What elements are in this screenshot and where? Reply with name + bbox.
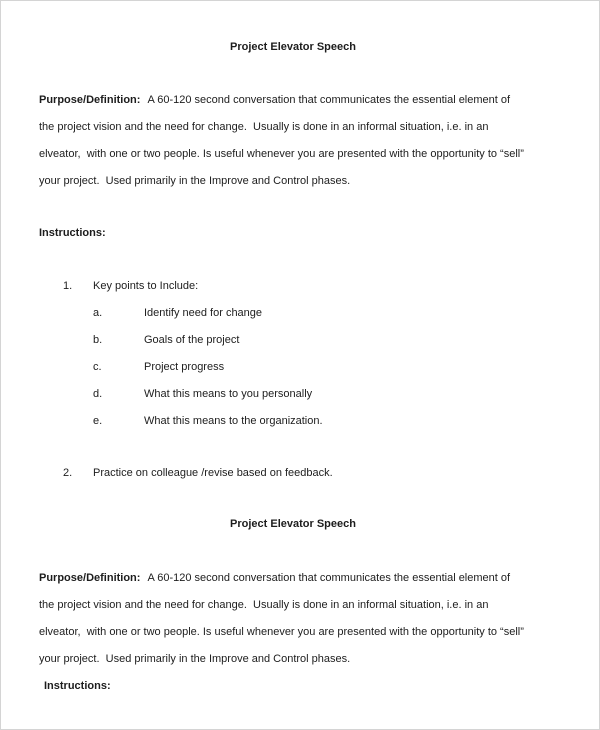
list-subitem-letter: b.	[93, 334, 103, 346]
document-title-repeat: Project Elevator Speech	[230, 518, 356, 530]
list-subitem-text: Goals of the project	[144, 334, 240, 346]
list-subitem	[93, 381, 599, 408]
list-item	[63, 460, 599, 487]
paragraph-line: the project vision and the need for change. Usually is done in an informal situation, i.e. in an	[39, 599, 489, 611]
list-subitem-letter: a.	[93, 307, 103, 319]
document-title: Project Elevator Speech	[230, 41, 356, 53]
list-item-text: Practice on colleague /revise based on feedback.	[93, 467, 333, 479]
paragraph-line	[39, 87, 571, 114]
list-item-text: Key points to Include:	[93, 280, 199, 292]
purpose-paragraph-repeat	[39, 565, 571, 673]
list-subitem-text: What this means to the organization.	[144, 415, 323, 427]
paragraph-line: your project. Used primarily in the Improve and Control phases.	[39, 175, 351, 187]
list-subitem	[93, 354, 599, 381]
list-subitem-text: Project progress	[144, 361, 225, 373]
paragraph-line-text: A 60-120 second conversation that communicates the essential element of	[147, 572, 511, 584]
list-item-number: 1.	[63, 280, 73, 292]
purpose-label: Purpose/Definition:	[39, 94, 141, 106]
list-subitem-text: What this means to you personally	[144, 388, 313, 400]
paragraph-line	[39, 565, 571, 592]
paragraph-line: elveator, with one or two people. Is useful whenever you are presented with the opportunity to “sell”	[39, 148, 524, 160]
instructions-heading-repeat: Instructions:	[44, 680, 111, 692]
instructions-heading: Instructions:	[39, 227, 106, 239]
list-subitem	[93, 327, 599, 354]
instructions-list	[1, 273, 599, 487]
paragraph-line: elveator, with one or two people. Is useful whenever you are presented with the opportunity to “sell”	[39, 626, 524, 638]
paragraph-line: the project vision and the need for change. Usually is done in an informal situation, i.e. in an	[39, 121, 489, 133]
list-subitem	[93, 408, 599, 435]
list-subitem	[93, 300, 599, 327]
list-item	[63, 273, 599, 300]
list-subitem-letter: d.	[93, 388, 103, 400]
list-subitem-text: Identify need for change	[144, 307, 263, 319]
purpose-label: Purpose/Definition:	[39, 572, 141, 584]
paragraph-line: your project. Used primarily in the Improve and Control phases.	[39, 653, 351, 665]
list-subitem-letter: e.	[93, 415, 103, 427]
paragraph-line-text: A 60-120 second conversation that communicates the essential element of	[147, 94, 511, 106]
purpose-paragraph	[39, 87, 571, 195]
list-item-number: 2.	[63, 467, 73, 479]
list-subitem-letter: c.	[93, 361, 102, 373]
